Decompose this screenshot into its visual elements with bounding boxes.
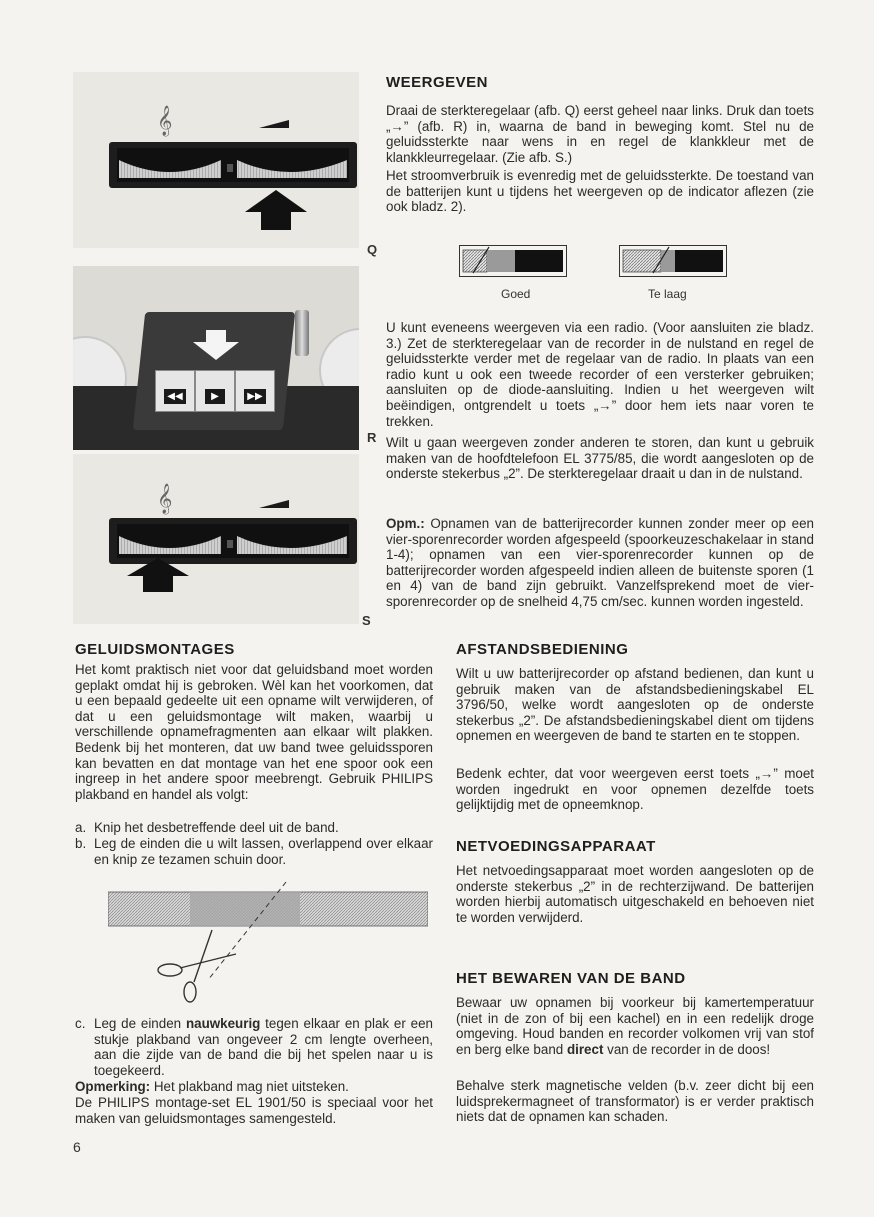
list-marker-a: a. xyxy=(75,820,87,835)
section-heading-netvoeding: NETVOEDINGSAPPARAAT xyxy=(456,838,656,855)
item-c-text-1: Leg de einden xyxy=(94,1016,186,1031)
afstandsbediening-paragraph-1: Wilt u uw batterijrecorder op afstand bedienen, dan kunt u gebruik maken van de afstandsbedieningskabel EL 3796/50, welke wordt aangesloten op de onderste stekerbus „2”. De afstandsbedieningskabel dient om tijdens opnemen en weergeven de band te starten en te stoppen. xyxy=(456,666,814,744)
geluidsmontages-paragraph-1: Het komt praktisch niet voor dat geluidsband moet worden geplakt omdat hij is gebroken. Wèl kan het voorkomen, dat u een bepaald gedeelte uit een opname wilt verwijderen, of dat u een geluidsmontage wilt maken, waarbij u verschillende opnamefragmenten aan elkaar wilt plakken. Bedenk bij het monteren, dat uw band twee geluidssporen kan bevatten en dat montage van het ene spoor ook een ingreep in het andere spoor meebrengt. Gebruik PHILIPS plakband en handel als volgt: xyxy=(75,662,433,802)
opmerking-text: Het plakband mag niet uitsteken. xyxy=(150,1079,349,1094)
treble-clef-icon: 𝄞 xyxy=(157,106,173,136)
section-heading-geluidsmontages: GELUIDSMONTAGES xyxy=(75,641,235,658)
opmerking-label: Opmerking: xyxy=(75,1079,151,1094)
play-icon: ▶ xyxy=(205,389,225,404)
battery-indicator-low xyxy=(619,245,727,277)
bewaren-bold: direct xyxy=(566,1041,604,1057)
bewaren-text-2: van de recorder in de doos! xyxy=(603,1041,771,1057)
fast-forward-button[interactable] xyxy=(235,370,275,412)
treble-clef-icon: 𝄞 xyxy=(157,484,173,514)
section-heading-weergeven: WEERGEVEN xyxy=(386,74,489,91)
fast-forward-icon: ▶▶ xyxy=(244,389,265,404)
weergeven-paragraph-2: Het stroomverbruik is evenredig met de geluidssterkte. De toestand van de batterijen kunt u tijdens het weergeven op de indicator aflezen (zie ook bladz. 2). xyxy=(386,168,814,215)
section-heading-bewaren: HET BEWAREN VAN DE BAND xyxy=(456,970,686,987)
bewaren-paragraph-1 xyxy=(456,995,814,1057)
weergeven-paragraph-1: Draai de sterkteregelaar (afb. Q) eerst geheel naar links. Druk dan toets „→” (afb. R) in, waarna de band in beweging komt. Stel nu de geluidssterkte naar wens in en regel de klankkleur met de klankkleurregelaar. (Zie afb. S.) xyxy=(386,103,814,165)
arrow-up-icon xyxy=(245,190,307,230)
item-c-bold: nauwkeurig xyxy=(185,1016,261,1031)
figure-label-s: S xyxy=(362,613,371,628)
geluidsmontages-paragraph-last: De PHILIPS montage-set EL 1901/50 is speciaal voor het maken van geluidsmontages samengesteld. xyxy=(75,1095,433,1126)
note-label: Opm.: xyxy=(386,516,425,531)
rewind-button[interactable] xyxy=(155,370,195,412)
netvoeding-paragraph-1: Het netvoedingsapparaat moet worden aangesloten op de onderste stekerbus „2” in de rechterzijwand. De batterijen worden hierbij automatisch uitgeschakeld en behoeven niet te worden verwijderd. xyxy=(456,863,814,925)
figure-s-tone-control xyxy=(73,454,359,624)
figure-label-q: Q xyxy=(367,242,378,257)
list-marker-c: c. xyxy=(75,1016,86,1031)
arrow-up-icon xyxy=(127,558,189,592)
list-item-a: Knip het desbetreffende deel uit de band. xyxy=(94,820,339,835)
dial-housing xyxy=(109,142,357,188)
afstandsbediening-paragraph-2: Bedenk echter, dat voor weergeven eerst toets „→” moet worden ingedrukt en voor opnemen dezelfde toets gelijktijdig met de opneemknop. xyxy=(456,766,814,813)
arrow-down-icon xyxy=(193,330,239,360)
opmerking-line xyxy=(75,1079,433,1095)
note-text: Opnamen van de batterijrecorder kunnen zonder meer op een vier-sporenrecorder worden afgespeeld (spoorkeuzeschakelaar in stand 1-4); opnamen van een vier-sporenrecorder kunnen op de batterijrecorder worden afgespeeld indien alleen de buitenste sporen (1 en 4) van de band zijn gebruikt. Vanzelfsprekend moet de vier-sporenrecorder op de snelheid 4,75 cm/sec. kunnen worden ingesteld. xyxy=(386,516,814,609)
figure-label-r: R xyxy=(367,430,377,445)
weergeven-paragraph-4: Wilt u gaan weergeven zonder anderen te storen, dan kunt u gebruik maken van de hoofdtelefoon EL 3775/85, die wordt aangesloten op de onderste stekerbus „2”. De sterkteregelaar draait u dan in de nulstand. xyxy=(386,435,814,482)
tape-cut-illustration xyxy=(108,880,428,1008)
weergeven-note xyxy=(386,516,814,610)
figure-r-play-buttons xyxy=(73,266,359,450)
volume-wedge-icon xyxy=(259,496,291,510)
play-button[interactable] xyxy=(195,370,235,412)
indicator-label-low: Te laag xyxy=(648,287,687,301)
section-heading-afstandsbediening: AFSTANDSBEDIENING xyxy=(456,641,629,658)
rewind-icon: ◀◀ xyxy=(164,389,185,404)
bewaren-text-1: Bewaar uw opnamen bij voorkeur bij kamertemperatuur (niet in de zon of bij een kachel) en in een redelijk droge omgeving. Houd banden en recorder volkomen vrij van stof en berg elke band xyxy=(456,995,814,1057)
indicator-label-good: Goed xyxy=(501,287,531,301)
item-c-text-2: tegen elkaar en plak er een stukje plakband van ongeveer 2 cm lengte overheen, aan die zijde van de band die bij het spelen naar u is toegekeerd. xyxy=(94,1016,434,1078)
bewaren-paragraph-2: Behalve sterk magnetische velden (b.v. zeer dicht bij een luidsprekermagneet of transformator) is er verder praktisch niets dat de opnamen kan schaden. xyxy=(456,1078,814,1125)
list-item-c xyxy=(94,1016,433,1078)
list-item-b: Leg de einden die u wilt lassen, overlappend over elkaar en knip ze tezamen schuin door. xyxy=(94,836,433,867)
page-number: 6 xyxy=(73,1139,81,1155)
figure-q-volume-control xyxy=(73,72,359,248)
battery-indicator-good xyxy=(459,245,567,277)
knob xyxy=(295,310,309,356)
weergeven-paragraph-3: U kunt eveneens weergeven via een radio. (Voor aansluiten zie bladz. 3.) Zet de sterkteregelaar van de recorder in de nulstand en regel de geluidssterkte verder met de regelaar van de radio. In plaats van een radio kunt u ook een tweede recorder of een versterker gebruiken; aansluiten op de diode-aansluiting. Indien u het weergeven wilt beëindigen, ontgrendelt u toets „→” door hem iets naar voren te trekken. xyxy=(386,320,814,429)
list-marker-b: b. xyxy=(75,836,87,851)
volume-wedge-icon xyxy=(259,116,291,130)
